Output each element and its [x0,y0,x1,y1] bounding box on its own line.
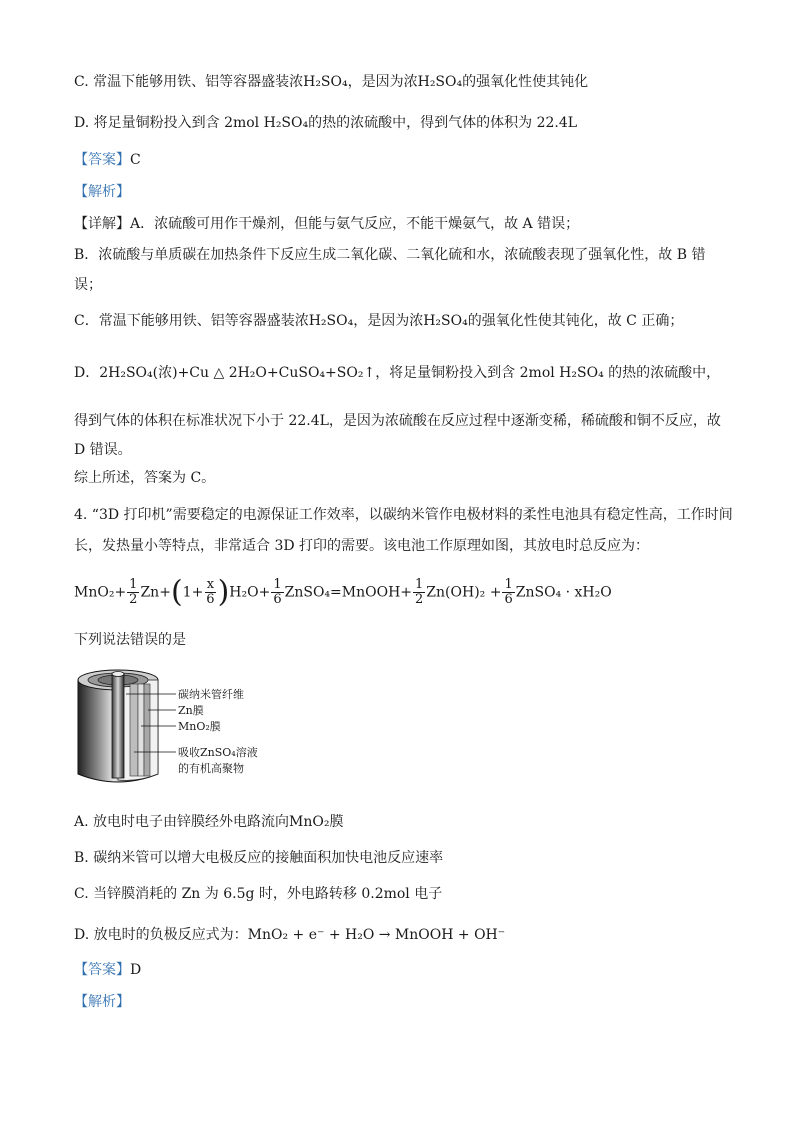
fraction-sixth-2: $\frac{1}{6}$ [504,577,513,607]
paren-right: ) [217,574,230,610]
q3-detail-d-line3: D 错误。 [74,442,132,458]
q3-detail-a [74,214,579,234]
detail-d-equation: 2H₂SO₄(浓)+Cu △ 2H₂O+CuSO₄+SO₂↑ [99,365,376,381]
q4-total-reaction [74,574,612,610]
layer-zn [144,684,150,776]
detail-a-text: A．浓硫酸可用作干燥剂，但能与氨气反应，不能干燥氨气，故 A 错误； [130,216,580,232]
q4-option-a: A. 放电时电子由锌膜经外电路流向MnO₂膜 [74,814,344,830]
label-mno2-film: MnO₂膜 [178,720,221,733]
eq-term: Zn(OH)₂ + [426,584,502,601]
q4-option-c: C. 当锌膜消耗的 Zn 为 6.5g 时，外电路转移 0.2mol 电子 [74,886,443,902]
q4-prompt: 下列说法错误的是 [74,632,186,648]
carbon-nanotube-rod [112,674,124,778]
fraction-x-6: $\frac{x}{6}$ [206,577,215,607]
layer-mno2 [138,684,144,776]
label-carbon-nanotube: 碳纳米管纤维 [178,688,244,701]
q3-detail-d-line1 [74,363,720,383]
eq-term: MnO₂+ [74,584,127,601]
q4-option-b: B. 碳纳米管可以增大电极反应的接触面积加快电池反应速率 [74,850,444,866]
paren-left: ( [170,574,183,610]
label-zn-film: Zn膜 [178,704,204,717]
label-polymer-2: 的有机高聚物 [178,762,244,775]
q3-detail-c: C．常温下能够用铁、铝等容器盛装浓H₂SO₄，是因为浓H₂SO₄的强氧化性使其钝化，故 C 正确； [74,313,684,329]
q4-answer [74,960,141,980]
fraction-sixth: $\frac{1}{6}$ [273,577,282,607]
q4-stem-line2: 长，发热量小等特点，非常适合 3D 打印的需要。该电池工作原理如图，其放电时总反应为： [74,538,650,554]
q3-detail-b-line2: 误； [74,277,102,293]
eq-term: Zn+ [140,584,171,601]
eq-term: ZnSO₄ · xH₂O [515,584,612,601]
layer-organic [130,684,138,776]
answer-value: D [130,962,142,978]
q3-summary: 综上所述，答案为 C。 [74,470,216,486]
eq-term: 1+ [182,584,204,601]
q4-stem-line1: 4. “3D 打印机”需要稳定的电源保证工作效率，以碳纳米管作电极材料的柔性电池具有稳定性高，工作时间 [74,507,733,523]
detail-d-prefix: D． [74,365,100,381]
answer-value: C [130,152,141,168]
q3-option-c: C. 常温下能够用铁、铝等容器盛装浓H₂SO₄，是因为浓H₂SO₄的强氧化性使其钝化 [74,74,589,90]
q3-answer [74,150,141,170]
q4-option-d: D. 放电时的负极反应式为：MnO₂ + e⁻ + H₂O → MnOOH + OH⁻ [74,927,506,943]
label-polymer-1: 吸收ZnSO₄溶液 [178,746,258,759]
battery-structure-diagram [74,662,290,790]
fraction-half-2: $\frac{1}{2}$ [415,577,424,607]
detail-tag: 【详解】 [74,216,130,232]
fraction-half: $\frac{1}{2}$ [129,577,138,607]
q3-analysis-tag: 【解析】 [74,184,130,200]
answer-tag: 【答案】 [74,152,130,168]
answer-tag: 【答案】 [74,962,130,978]
q3-detail-d-line2: 得到气体的体积在标准状况下小于 22.4L，是因为浓硫酸在反应过程中逐渐变稀，稀硫酸和铜不反应，故 [74,413,721,429]
q3-option-d: D. 将足量铜粉投入到含 2mol H₂SO₄的热的浓硫酸中，得到气体的体积为 22.4L [74,115,578,131]
eq-term: H₂O+ [229,584,271,601]
q3-detail-b-line1: B．浓硫酸与单质碳在加热条件下反应生成二氧化碳、二氧化硫和水，浓硫酸表现了强氧化性，故 B 错 [74,247,706,263]
q4-analysis-tag: 【解析】 [74,994,130,1010]
eq-term: ZnSO₄=MnOOH+ [284,584,413,601]
detail-d-suffix: ，将足量铜粉投入到含 2mol H₂SO₄ 的热的浓硫酸中， [375,365,721,381]
